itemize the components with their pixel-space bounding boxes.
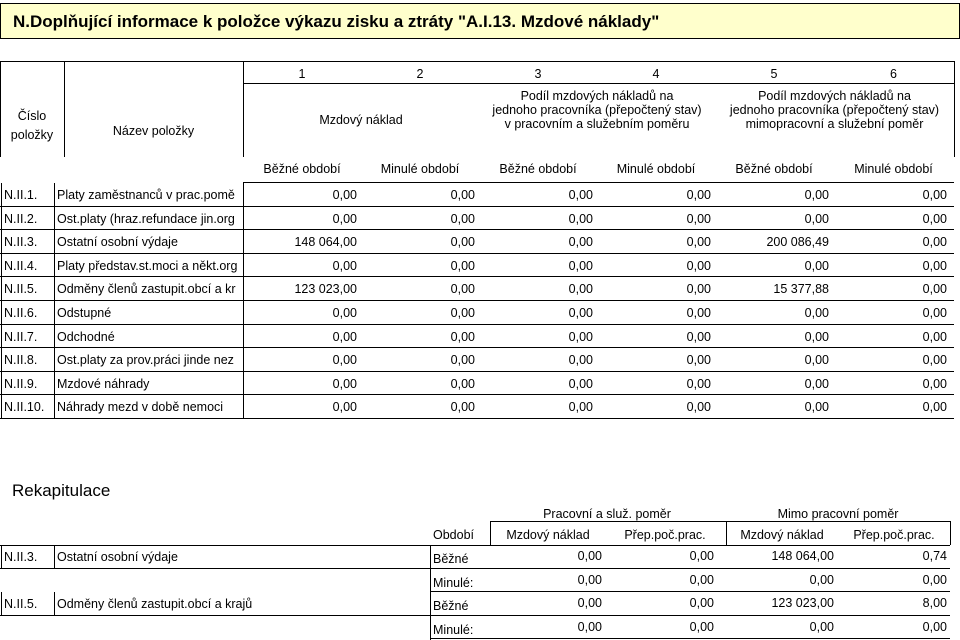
row-value: 0,00 <box>686 330 711 344</box>
row-divider <box>54 230 55 254</box>
row-border <box>0 253 954 254</box>
row-divider <box>1 207 2 231</box>
row-divider <box>54 207 55 231</box>
recap-period: Běžné <box>433 552 469 566</box>
row-value: 0,00 <box>922 235 947 249</box>
row-divider <box>1 254 2 278</box>
recap-value: 0,00 <box>922 620 947 634</box>
row-value: 0,00 <box>922 259 947 273</box>
row-value: 0,00 <box>332 400 357 414</box>
row-value: 0,00 <box>568 282 593 296</box>
row-divider <box>1 372 2 396</box>
row-code: N.II.1. <box>4 188 38 202</box>
row-value: 0,00 <box>568 212 593 226</box>
row-divider <box>1 230 2 254</box>
row-value: 0,00 <box>450 235 475 249</box>
recap-value: 0,00 <box>809 620 834 634</box>
row-value: 0,00 <box>568 306 593 320</box>
recap-value: 0,00 <box>577 573 602 587</box>
row-divider <box>54 277 55 301</box>
row-divider <box>54 348 55 372</box>
row-value: 0,00 <box>450 400 475 414</box>
row-value: 0,00 <box>332 377 357 391</box>
row-divider <box>54 325 55 349</box>
col-number-underline <box>243 83 954 84</box>
row-value: 15 377,88 <box>773 282 829 296</box>
recap-col-mzdovy-naklad: Mzdový náklad <box>740 528 824 542</box>
recap-group-pracovni: Pracovní a služ. poměr <box>543 507 671 521</box>
col-number-3: 3 <box>534 67 542 81</box>
row-value: 0,00 <box>804 259 829 273</box>
header-divider-1 <box>64 61 65 157</box>
row-code: N.II.2. <box>4 212 38 226</box>
row-name: Mzdové náhrady <box>57 377 150 391</box>
row-value: 0,00 <box>686 400 711 414</box>
recap-divider <box>430 616 431 640</box>
recap-divider <box>1 545 2 569</box>
period-label: Běžné období <box>263 162 341 176</box>
recap-item-name: Odměny členů zastupit.obcí a krajů <box>57 597 253 611</box>
row-value: 0,00 <box>450 306 475 320</box>
row-divider <box>1 325 2 349</box>
header-mzdovy-naklad: Mzdový náklad <box>319 113 403 127</box>
row-value: 0,00 <box>922 353 947 367</box>
row-value: 0,00 <box>568 330 593 344</box>
row-code: N.II.4. <box>4 259 38 273</box>
row-value: 0,00 <box>568 377 593 391</box>
recap-value: 0,00 <box>922 573 947 587</box>
header-right-border <box>954 61 955 157</box>
row-value: 0,00 <box>686 306 711 320</box>
row-value: 0,00 <box>450 282 475 296</box>
recap-border <box>430 591 950 592</box>
recap-divider <box>430 569 431 593</box>
recap-value: 0,00 <box>577 549 602 563</box>
recap-border <box>0 615 430 616</box>
recap-value: 0,00 <box>689 596 714 610</box>
row-value: 0,00 <box>332 259 357 273</box>
row-value: 0,00 <box>450 377 475 391</box>
period-label: Minulé období <box>380 162 460 176</box>
row-divider <box>54 254 55 278</box>
recap-col-mzdovy-naklad: Mzdový náklad <box>506 528 590 542</box>
header-top-border <box>0 61 954 62</box>
row-divider <box>1 301 2 325</box>
row-name: Odměny členů zastupit.obcí a kr <box>57 282 236 296</box>
recap-col-prep-poc: Přep.poč.prac. <box>853 528 935 542</box>
row-value: 0,00 <box>686 377 711 391</box>
row-value: 0,00 <box>804 377 829 391</box>
row-value: 0,00 <box>922 212 947 226</box>
recap-value: 0,00 <box>689 573 714 587</box>
row-value: 0,00 <box>332 353 357 367</box>
col-number-6: 6 <box>890 67 897 81</box>
header-cislo: Číslo položky <box>10 109 54 142</box>
row-value: 0,00 <box>922 330 947 344</box>
recap-header-bottom-border <box>0 545 950 546</box>
row-value: 0,00 <box>804 188 829 202</box>
row-value: 0,00 <box>568 188 593 202</box>
row-value: 0,00 <box>450 212 475 226</box>
row-border <box>0 347 954 348</box>
row-value: 0,00 <box>804 400 829 414</box>
row-value: 200 086,49 <box>766 235 829 249</box>
col-number-4: 4 <box>652 67 660 81</box>
recap-header-divider <box>950 521 951 545</box>
recap-divider <box>54 545 55 569</box>
row-name: Ost.platy za prov.práci jinde nez <box>57 353 234 367</box>
row-value: 0,00 <box>568 235 593 249</box>
recap-border <box>430 568 950 569</box>
row-value: 0,00 <box>686 188 711 202</box>
recap-value: 0,00 <box>577 596 602 610</box>
recap-value: 0,74 <box>922 549 947 563</box>
row-value: 0,00 <box>686 235 711 249</box>
row-value: 0,00 <box>450 259 475 273</box>
recap-group-mimopracovni: Mimo pracovní poměr <box>777 507 899 521</box>
row-value: 0,00 <box>686 282 711 296</box>
row-value: 0,00 <box>568 400 593 414</box>
row-border <box>0 371 954 372</box>
row-name: Ostatní osobní výdaje <box>57 235 178 249</box>
recap-divider <box>54 592 55 616</box>
col-number-5: 5 <box>770 67 778 81</box>
recap-item-name: Ostatní osobní výdaje <box>57 550 178 564</box>
recap-divider <box>1 592 2 616</box>
row-code: N.II.8. <box>4 353 38 367</box>
period-underline <box>243 182 954 183</box>
row-value: 148 064,00 <box>294 235 357 249</box>
page-title: N.Doplňující informace k položce výkazu zisku a ztráty "A.I.13. Mzdové náklady" <box>13 12 660 31</box>
row-divider <box>1 183 2 207</box>
recap-value: 123 023,00 <box>771 596 834 610</box>
row-value: 0,00 <box>686 259 711 273</box>
row-value: 0,00 <box>922 188 947 202</box>
recap-border <box>430 615 950 616</box>
recap-title: Rekapitulace <box>12 481 111 500</box>
row-value: 0,00 <box>450 188 475 202</box>
recap-item-code: N.II.5. <box>4 597 38 611</box>
row-code: N.II.3. <box>4 235 38 249</box>
row-value: 0,00 <box>922 377 947 391</box>
row-name: Ost.platy (hraz.refundace jin.org <box>57 212 235 226</box>
recap-divider <box>430 545 431 569</box>
period-label: Běžné období <box>735 162 813 176</box>
recap-col-obdobi: Období <box>433 528 475 542</box>
row-border <box>0 229 954 230</box>
recap-group-underline <box>490 521 950 522</box>
row-divider <box>54 372 55 396</box>
recap-period: Minulé: <box>433 623 474 637</box>
recap-border <box>0 568 430 569</box>
row-name: Odstupné <box>57 306 112 320</box>
recap-item-code: N.II.3. <box>4 550 38 564</box>
row-value: 0,00 <box>332 306 357 320</box>
row-value: 123 023,00 <box>294 282 357 296</box>
recap-value: 148 064,00 <box>771 549 834 563</box>
recap-value: 0,00 <box>689 620 714 634</box>
row-value: 0,00 <box>922 400 947 414</box>
row-border <box>0 276 954 277</box>
recap-value: 0,00 <box>809 573 834 587</box>
recap-col-prep-poc: Přep.poč.prac. <box>624 528 706 542</box>
row-value: 0,00 <box>450 330 475 344</box>
row-code: N.II.6. <box>4 306 38 320</box>
col-number-2: 2 <box>416 67 424 81</box>
header-podil-pracovni: Podíl mzdových nákladů na jednoho pracovníka (přepočtený stav) v pracovním a služebním poměru <box>492 89 702 131</box>
row-value: 0,00 <box>332 330 357 344</box>
header-nazev: Název položky <box>112 124 195 138</box>
row-value: 0,00 <box>332 212 357 226</box>
recap-value: 8,00 <box>922 596 947 610</box>
row-value: 0,00 <box>804 306 829 320</box>
row-code: N.II.10. <box>4 400 45 414</box>
row-divider <box>1 395 2 419</box>
row-value: 0,00 <box>568 353 593 367</box>
row-border <box>0 418 954 419</box>
recap-period: Minulé: <box>433 576 474 590</box>
row-value: 0,00 <box>922 306 947 320</box>
row-value: 0,00 <box>804 330 829 344</box>
row-code: N.II.7. <box>4 330 38 344</box>
recap-value: 0,00 <box>689 549 714 563</box>
row-code: N.II.5. <box>4 282 38 296</box>
row-name: Platy zaměstnanců v prac.pomě <box>57 188 235 202</box>
period-label: Běžné období <box>499 162 577 176</box>
row-value: 0,00 <box>686 212 711 226</box>
row-name: Odchodné <box>57 330 115 344</box>
row-code: N.II.9. <box>4 377 38 391</box>
period-label: Minulé období <box>616 162 696 176</box>
recap-period: Běžné <box>433 599 469 613</box>
period-label: Minulé období <box>854 162 933 176</box>
row-divider <box>1 348 2 372</box>
row-divider <box>54 395 55 419</box>
recap-divider <box>430 592 431 616</box>
header-podil-mimopracovni: Podíl mzdových nákladů na jednoho pracovníka (přepočtený stav) mimopracovní a služební poměr <box>729 89 940 131</box>
row-name: Platy představ.st.moci a někt.org <box>57 259 238 273</box>
row-border <box>0 324 954 325</box>
row-border <box>0 300 954 301</box>
row-border <box>0 206 954 207</box>
row-value: 0,00 <box>804 353 829 367</box>
row-name: Náhrady mezd v době nemoci <box>57 400 224 414</box>
row-divider <box>54 183 55 207</box>
row-value: 0,00 <box>922 282 947 296</box>
col-number-1: 1 <box>298 67 306 81</box>
row-value: 0,00 <box>686 353 711 367</box>
row-value: 0,00 <box>568 259 593 273</box>
row-divider <box>54 301 55 325</box>
row-divider <box>1 277 2 301</box>
row-value: 0,00 <box>450 353 475 367</box>
recap-border <box>430 638 950 639</box>
row-border <box>0 394 954 395</box>
recap-value: 0,00 <box>577 620 602 634</box>
row-value: 0,00 <box>804 212 829 226</box>
row-value: 0,00 <box>332 188 357 202</box>
title-banner <box>0 3 960 39</box>
